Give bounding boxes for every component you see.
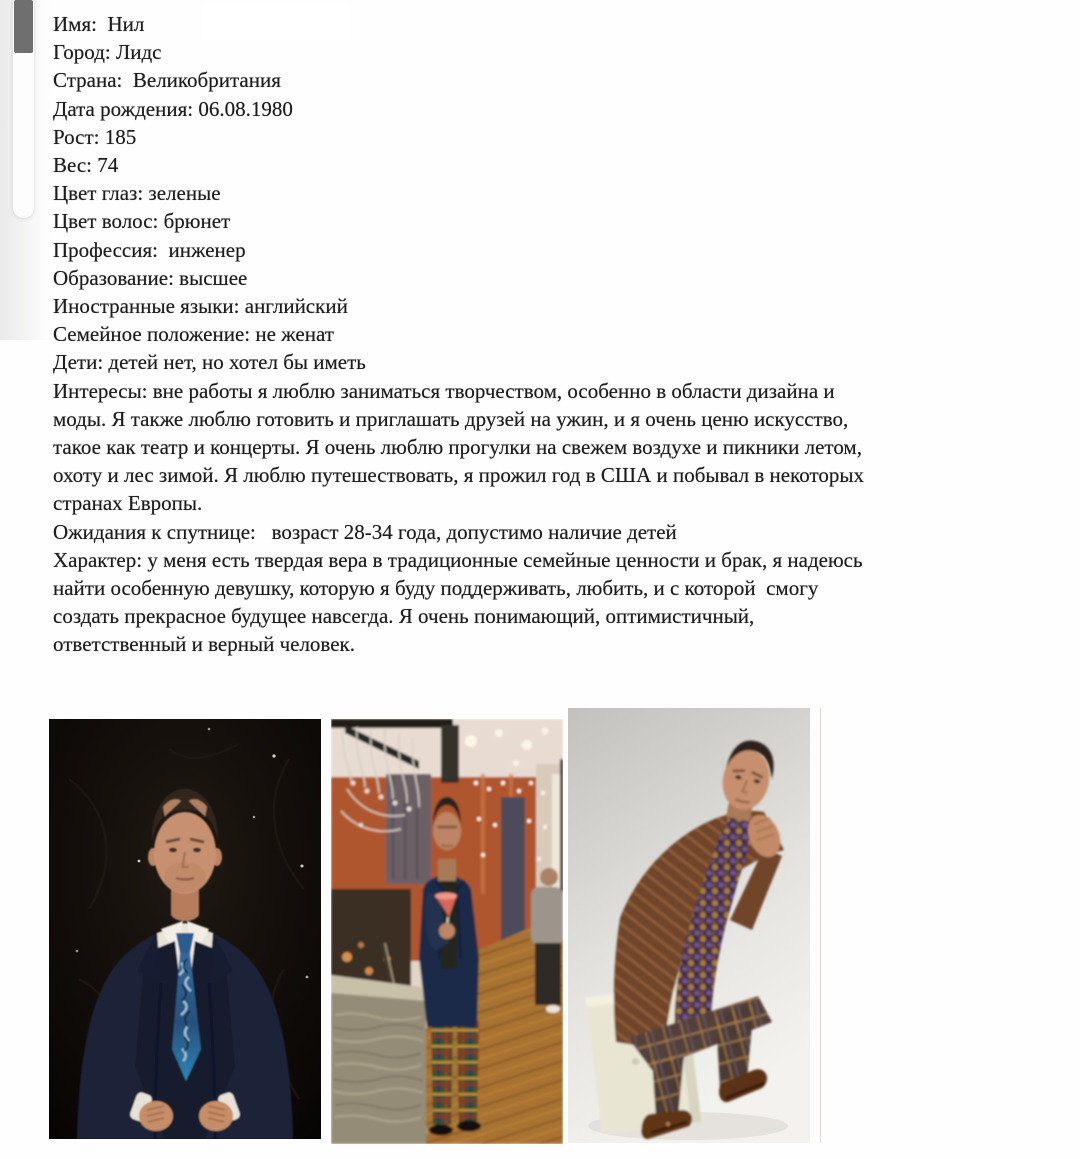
photo-suit-portrait	[49, 719, 321, 1139]
field-birthdate: Дата рождения: 06.08.1980	[53, 96, 293, 121]
field-children: Дети: детей нет, но хотел бы иметь	[53, 350, 366, 375]
field-partner-expectations: Ожидания к спутнице: возраст 28-34 года, допустимо наличие детей	[53, 519, 677, 544]
photo-seated-cube	[568, 708, 821, 1143]
photo-restaurant-image	[331, 719, 563, 1144]
interests-line-5: странах Европы.	[53, 491, 203, 516]
interests-line-2: моды. Я также люблю готовить и приглашать друзей на ужин, и я очень ценю искусство,	[53, 406, 849, 431]
field-education: Образование: высшее	[53, 265, 248, 290]
photo-suit-portrait-image	[49, 719, 321, 1139]
field-profession: Профессия: инженер	[53, 237, 246, 262]
photo-seated-cube-image	[568, 708, 820, 1143]
interests-line-3: такое как театр и концерты. Я очень люблю прогулки на свежем воздухе и пикники летом,	[53, 435, 862, 460]
field-marital-status: Семейное положение: не женат	[53, 322, 334, 347]
field-country: Страна: Великобритания	[53, 68, 281, 93]
scrollbar-thumb[interactable]	[14, 0, 33, 53]
field-foreign-languages: Иностранные языки: английский	[53, 294, 348, 319]
character-line-3: создать прекрасное будущее навсегда. Я очень понимающий, оптимистичный,	[53, 604, 755, 629]
character-line-4: ответственный и верный человек.	[53, 632, 355, 657]
field-name: Имя: Нил	[53, 12, 145, 36]
field-hair-color: Цвет волос: брюнет	[53, 209, 231, 234]
profile-text-block	[53, 10, 864, 659]
field-weight: Вес: 74	[53, 153, 119, 178]
interests-line-1: Интересы: вне работы я люблю заниматься творчеством, особенно в области дизайна и	[53, 378, 835, 403]
character-line-1: Характер: у меня есть твердая вера в традиционные семейные ценности и брак, я надеюсь	[53, 547, 863, 572]
photo-restaurant-cocktail	[331, 719, 563, 1144]
field-city: Город: Лидс	[53, 40, 162, 65]
field-eye-color: Цвет глаз: зеленые	[53, 181, 221, 206]
field-height: Рост: 185	[53, 124, 137, 149]
character-line-2: найти особенную девушку, которую я буду поддерживать, любить, и с которой смогу	[53, 576, 819, 601]
interests-line-4: охоту и лес зимой. Я люблю путешествовать, я прожил год в США и побывал в некоторых	[53, 463, 864, 488]
